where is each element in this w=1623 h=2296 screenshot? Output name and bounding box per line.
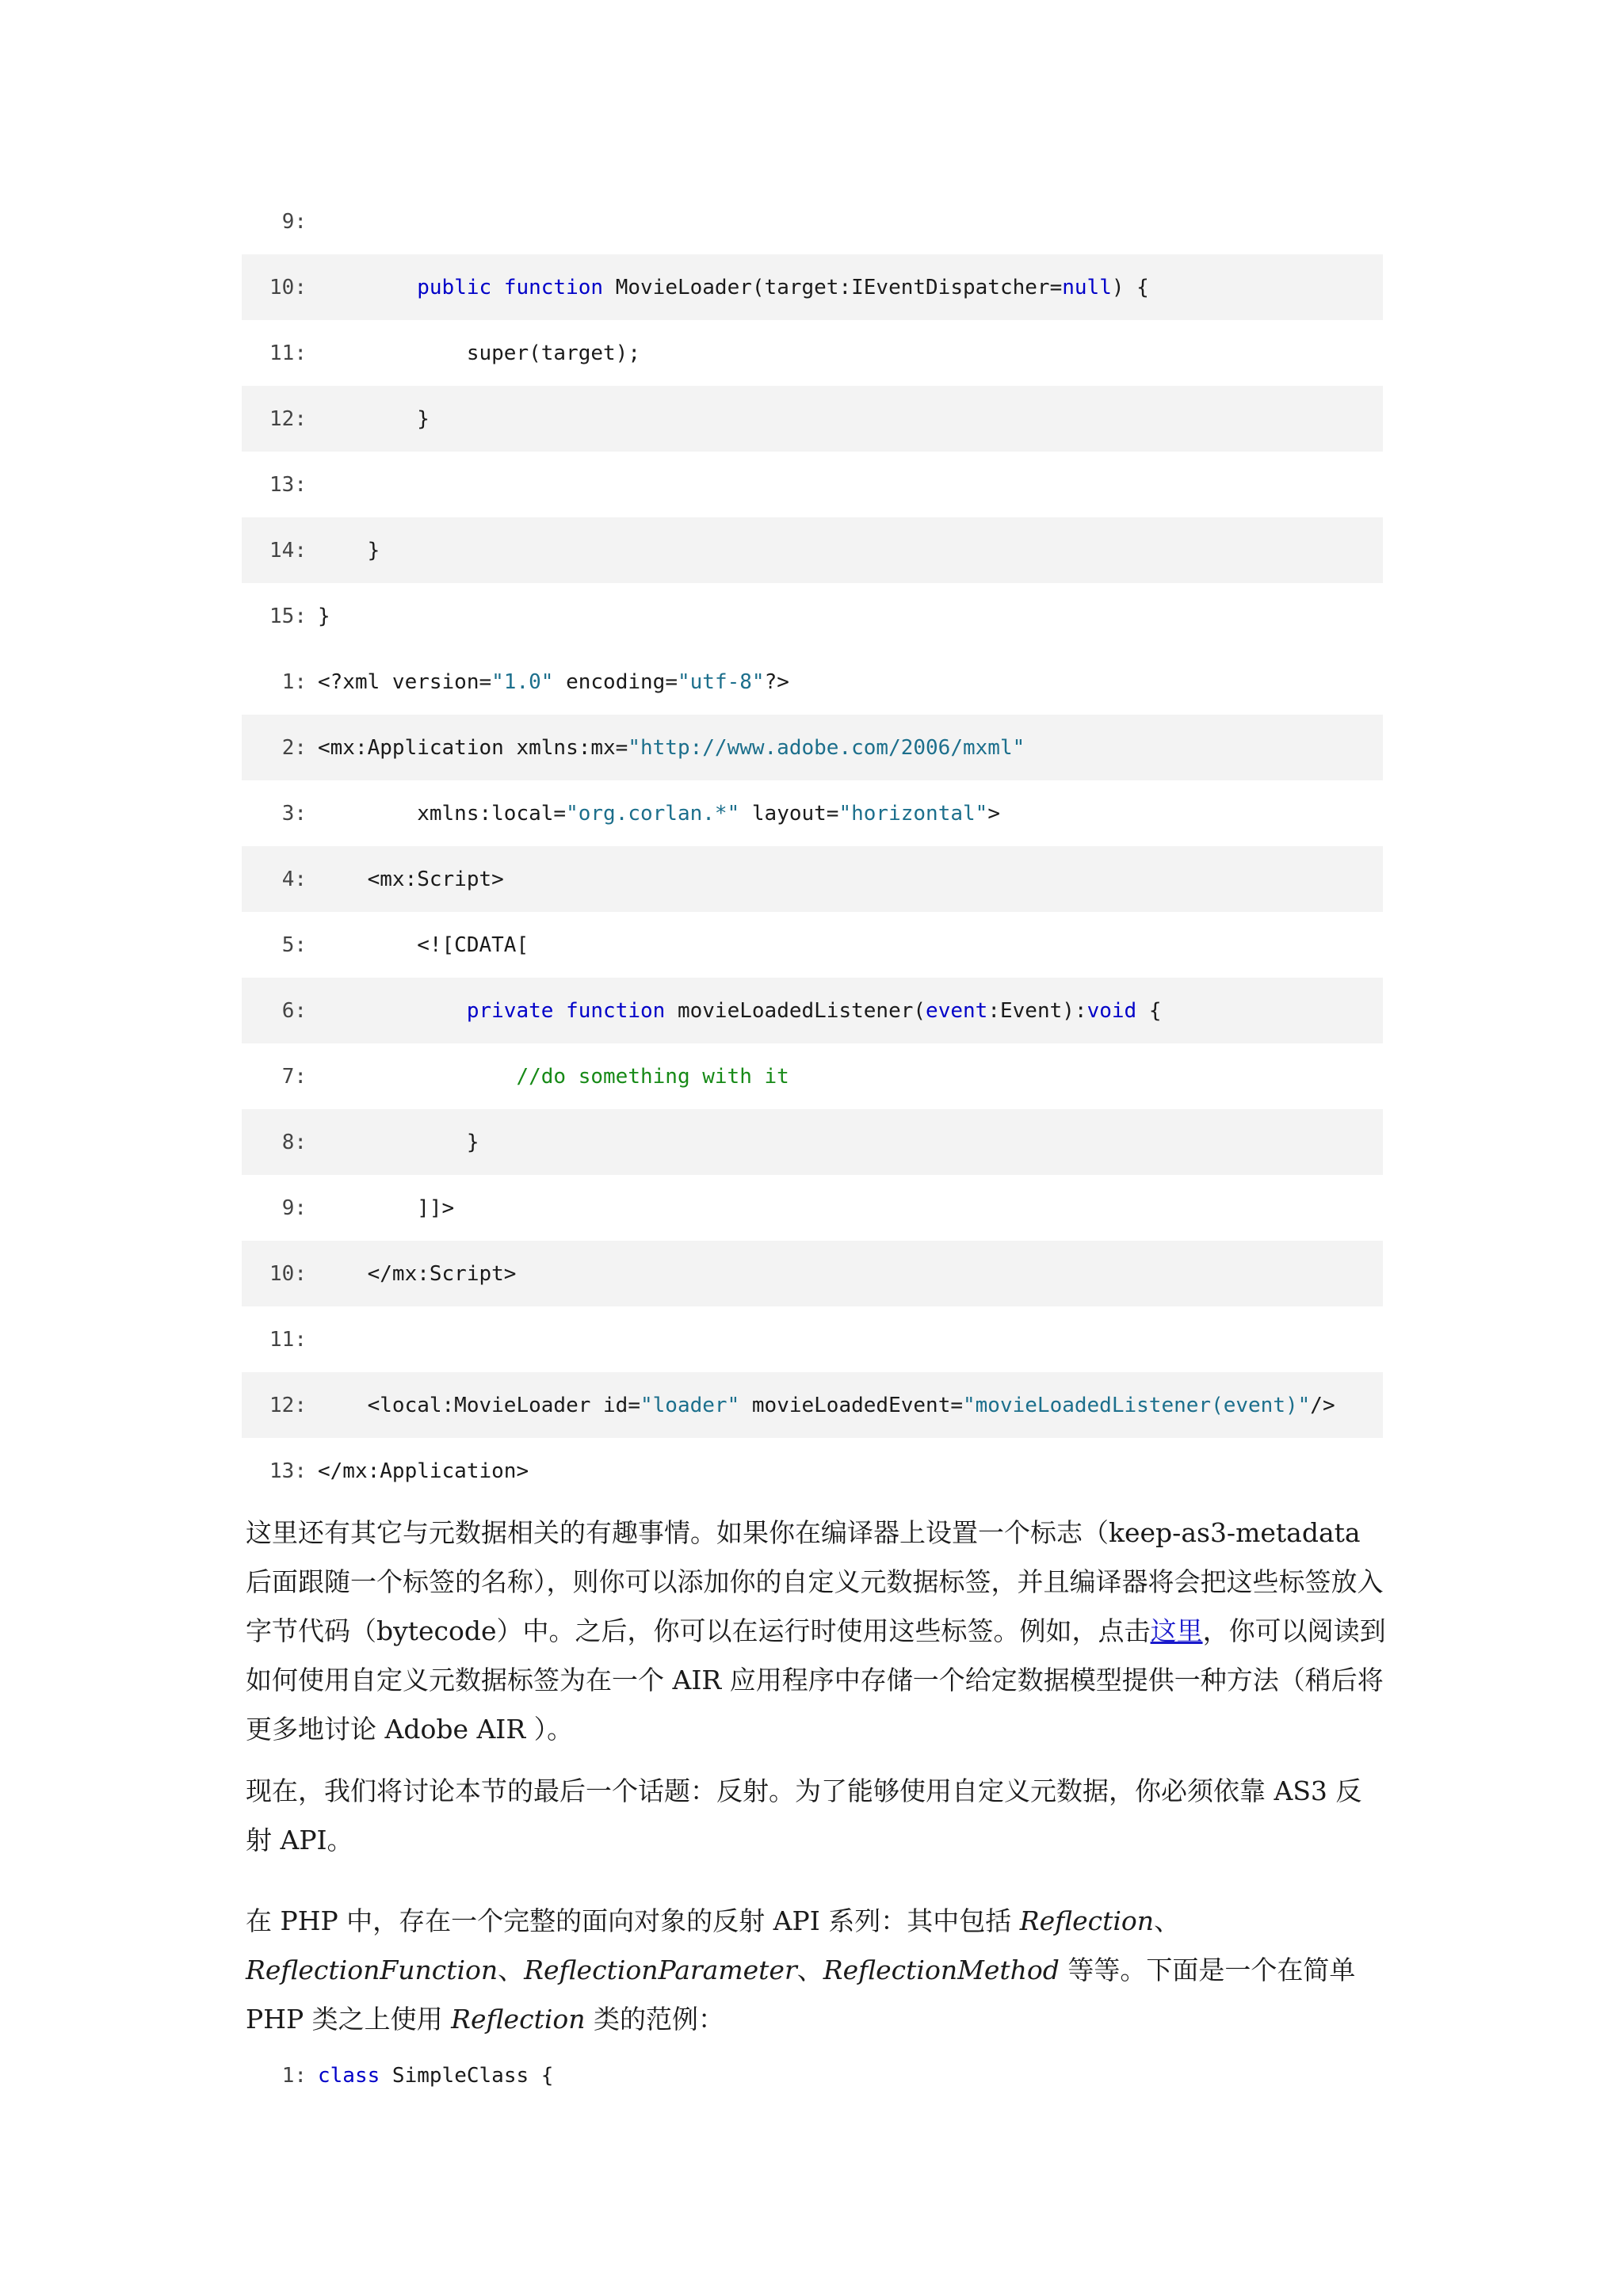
- line-number: 8:: [281, 1130, 307, 1154]
- code-line: [242, 320, 1383, 386]
- code-text: [307, 1394, 1335, 1417]
- code-text: [307, 868, 504, 891]
- line-number: 1:: [281, 669, 307, 694]
- paragraph-text: ，你可以阅读到如何使用自定义元数据标签为在一个 AIR 应用程序中存储一个给定数据模型提供一种方法（稍后将更多地讨论 Adobe AIR ）。: [246, 1615, 1386, 1745]
- code-text: [307, 1262, 516, 1286]
- line-number: 7:: [281, 1064, 307, 1089]
- line-number: 12:: [269, 1393, 307, 1417]
- code-text: [307, 341, 640, 365]
- code-line: [242, 649, 1383, 715]
- code-token: <local:MovieLoader id=: [318, 1393, 640, 1417]
- paragraph-text: 在 PHP 中，存在一个完整的面向对象的反射 API 系列：其中包括: [246, 1905, 1020, 1936]
- code-text: [307, 407, 430, 431]
- code-line: [242, 583, 1383, 649]
- code-string: "1.0": [491, 669, 554, 694]
- code-keyword: event: [926, 998, 988, 1023]
- code-text: [307, 2064, 553, 2088]
- line-number: 10:: [269, 275, 307, 299]
- class-name-reflection-parameter: ReflectionParameter: [524, 1955, 797, 1985]
- separator: 、: [1154, 1905, 1181, 1936]
- code-string: "http://www.adobe.com/2006/mxml": [628, 735, 1025, 760]
- code-token: ]]>: [318, 1196, 455, 1220]
- line-number: 14:: [269, 538, 307, 563]
- code-text: [307, 670, 789, 694]
- code-token: <![CDATA[: [318, 933, 529, 957]
- code-text: [307, 1131, 479, 1154]
- paragraph-text: 等等。下面是一个在简单 PHP 类之上使用: [246, 1955, 1356, 2035]
- code-token: super(target);: [318, 341, 640, 365]
- code-token: :Event):: [987, 998, 1087, 1023]
- line-number: 3:: [281, 801, 307, 826]
- line-number: 13:: [269, 1459, 307, 1483]
- code-token: <?xml version=: [318, 669, 492, 694]
- code-line: [242, 1306, 1383, 1372]
- code-token: encoding=: [553, 669, 678, 694]
- code-keyword: function: [566, 998, 666, 1023]
- line-number: 10:: [269, 1261, 307, 1286]
- code-string: "utf-8": [677, 669, 765, 694]
- code-text: [307, 1065, 789, 1089]
- code-token: }: [318, 604, 330, 628]
- code-keyword: void: [1086, 998, 1137, 1023]
- paragraph-reflection-intro: 现在，我们将讨论本节的最后一个话题：反射。为了能够使用自定义元数据，你必须依靠 AS3 反射 API。: [246, 1775, 1362, 1855]
- code-token: }: [318, 406, 430, 431]
- paragraph-text: 类的范例：: [585, 2004, 725, 2035]
- code-token: MovieLoader(target:IEventDispatcher=: [603, 275, 1063, 299]
- code-line: [242, 715, 1383, 780]
- code-line: [242, 846, 1383, 912]
- code-line: [242, 1241, 1383, 1306]
- code-block-php: [242, 2042, 1383, 2108]
- code-line: [242, 386, 1383, 452]
- class-name-reflection: Reflection: [1019, 1905, 1155, 1936]
- code-line: [242, 517, 1383, 583]
- code-comment: //do something with it: [516, 1064, 789, 1089]
- code-text: [307, 1459, 529, 1483]
- code-block-mxml: [242, 649, 1383, 1504]
- line-number: 6:: [281, 998, 307, 1023]
- line-number: 15:: [269, 604, 307, 628]
- paragraph-text: 这里还有其它与元数据相关的有趣事情。如果你在编译器上设置一个标志（keep-as3-metadata 后面跟随一个标签的名称），则你可以添加你的自定义元数据标签，并且编译器将会把这些标签放入字节代码（bytecode）中。之后，你可以在运行时使用这些标签。例如，点击: [246, 1517, 1384, 1646]
- code-line: [242, 2042, 1383, 2108]
- code-token: ) {: [1111, 275, 1149, 299]
- code-keyword: null: [1062, 275, 1112, 299]
- class-name-reflection: Reflection: [451, 2004, 586, 2035]
- line-number: 9:: [281, 1196, 307, 1220]
- code-line: [242, 780, 1383, 846]
- code-token: </mx:Application>: [318, 1459, 529, 1483]
- code-line: [242, 978, 1383, 1043]
- code-token: }: [318, 1130, 479, 1154]
- code-token: layout=: [739, 801, 839, 826]
- code-token: <mx:Script>: [318, 867, 504, 891]
- line-number: 11:: [269, 1327, 307, 1352]
- code-string: "movieLoadedListener(event)": [963, 1393, 1311, 1417]
- code-line: [242, 1372, 1383, 1438]
- code-text: [307, 1196, 454, 1220]
- code-text: [307, 276, 1149, 299]
- code-text: [307, 539, 380, 563]
- code-line: [242, 1043, 1383, 1109]
- paragraph-metadata: [246, 1508, 1387, 1754]
- code-string: "horizontal": [838, 801, 988, 826]
- code-keyword: function: [503, 275, 604, 299]
- code-block-actionscript: [242, 189, 1383, 649]
- code-text: [307, 605, 330, 628]
- here-link[interactable]: 这里: [1150, 1615, 1203, 1646]
- line-number: 2:: [281, 735, 307, 760]
- code-text: [307, 999, 1162, 1023]
- line-number: 9:: [281, 209, 307, 234]
- class-name-reflection-method: ReflectionMethod: [823, 1955, 1060, 1985]
- line-number: 13:: [269, 472, 307, 497]
- separator: 、: [498, 1955, 525, 1985]
- line-number: 4:: [281, 867, 307, 891]
- code-token: {: [1136, 998, 1162, 1023]
- code-line: [242, 1438, 1383, 1504]
- class-name-reflection-function: ReflectionFunction: [246, 1955, 498, 1985]
- code-token: />: [1310, 1393, 1335, 1417]
- code-keyword: class: [318, 2063, 380, 2088]
- code-token: movieLoadedListener(: [665, 998, 926, 1023]
- code-token: [318, 1065, 516, 1089]
- line-number: 5:: [281, 933, 307, 957]
- separator: 、: [796, 1955, 823, 1985]
- code-token: SimpleClass {: [380, 2063, 554, 2088]
- code-token: [318, 276, 417, 299]
- paragraph-php-reflection: [246, 1897, 1387, 2044]
- code-token: <mx:Application xmlns:mx=: [318, 735, 628, 760]
- code-text: [307, 933, 529, 957]
- code-token: </mx:Script>: [318, 1261, 517, 1286]
- code-line: [242, 912, 1383, 978]
- code-token: [553, 999, 566, 1023]
- code-line: [242, 1109, 1383, 1175]
- code-token: movieLoadedEvent=: [739, 1393, 963, 1417]
- code-token: xmlns:local=: [318, 801, 567, 826]
- code-string: "loader": [640, 1393, 740, 1417]
- code-token: }: [318, 538, 380, 563]
- code-string: "org.corlan.*": [566, 801, 740, 826]
- code-token: >: [987, 801, 1000, 826]
- line-number: 11:: [269, 341, 307, 365]
- line-number: 12:: [269, 406, 307, 431]
- code-keyword: public: [417, 275, 492, 299]
- code-text: [307, 736, 1025, 760]
- code-line: [242, 254, 1383, 320]
- code-keyword: private: [466, 998, 554, 1023]
- code-token: [491, 276, 504, 299]
- code-line: [242, 1175, 1383, 1241]
- line-number: 1:: [281, 2063, 307, 2088]
- code-token: [318, 999, 467, 1023]
- code-text: [307, 802, 1000, 826]
- code-line: [242, 452, 1383, 517]
- code-line: [242, 189, 1383, 254]
- code-token: ?>: [764, 669, 789, 694]
